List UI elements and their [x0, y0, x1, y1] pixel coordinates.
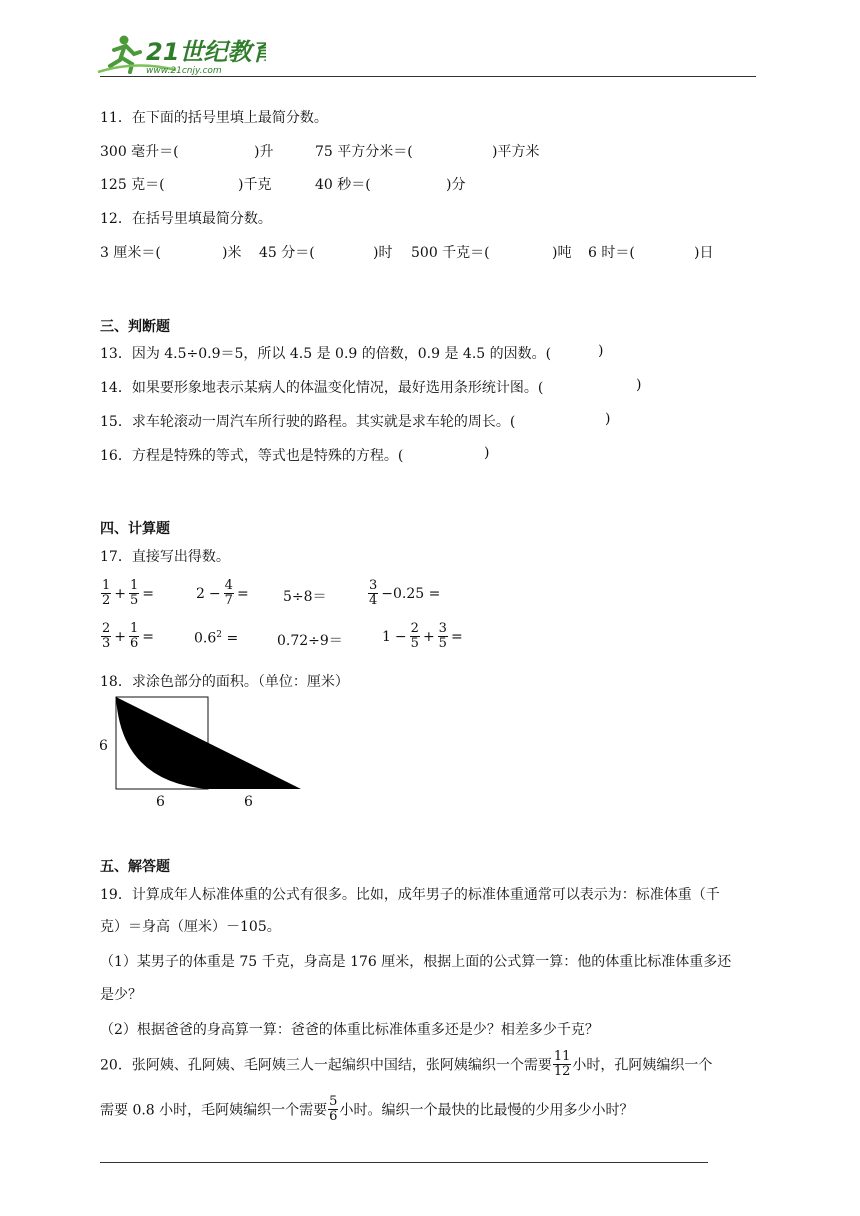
- q17-expr-7: 0.72÷9＝: [277, 633, 343, 649]
- q20-line-1: 20．张阿姨、孔阿姨、毛阿姨三人一起编织中国结，张阿姨编织一个需要 $\frac{11}{12}$ 小时，孔阿姨编织一个: [100, 1049, 713, 1079]
- q11-item-2b: )平方米: [492, 144, 540, 160]
- q18-stem: 18．求涂色部分的面积。（单位：厘米）: [100, 674, 349, 690]
- q14-text: 14．如果要形象地表示某病人的体温变化情况，最好选用条形统计图。(: [100, 380, 544, 396]
- header-divider: [100, 76, 756, 77]
- q14-close: ): [636, 377, 642, 393]
- q12-item-1a: 3 厘米＝(: [100, 245, 161, 261]
- q19-line-1: 19．计算成年人标准体重的公式有很多。比如，成年男子的标准体重通常可以表示为：标准体重（千: [100, 887, 720, 903]
- q16-text: 16．方程是特殊的等式，等式也是特殊的方程。(: [100, 448, 404, 464]
- q12-item-4b: )日: [694, 245, 714, 261]
- label-bottom-2: 6: [244, 794, 253, 810]
- q11-item-4a: 40 秒＝(: [315, 177, 371, 193]
- q11-item-3b: )千克: [238, 177, 272, 193]
- q11-item-1a: 300 毫升＝(: [100, 144, 179, 160]
- q12-item-3b: )吨: [552, 245, 572, 261]
- q12-item-4a: 6 时＝(: [588, 245, 635, 261]
- q17-expr-2: 2 − $\frac{4}{7}$ =: [196, 578, 249, 608]
- q17-expr-4: $\frac{3}{4}$ −0.25 =: [369, 578, 441, 608]
- q11-item-3a: 125 克＝(: [100, 177, 165, 193]
- q12-item-3a: 500 千克＝(: [411, 245, 490, 261]
- q17-expr-5: $\frac{2}{3}$ + $\frac{1}{6}$ =: [102, 621, 155, 651]
- q15-text: 15．求车轮滚动一周汽车所行驶的路程。其实就是求车轮的周长。(: [100, 414, 516, 430]
- q13-close: ): [598, 343, 604, 359]
- q12-item-1b: )米: [222, 245, 242, 261]
- q17-expr-6: $0.6^2$ =: [194, 630, 239, 647]
- q12-stem: 12．在括号里填最简分数。: [100, 211, 272, 227]
- section-calc-heading: 四、计算题: [100, 521, 170, 537]
- q11-item-2a: 75 平方分米＝(: [315, 144, 413, 160]
- section-judge-heading: 三、判断题: [100, 319, 170, 335]
- logo-url: www.21cnjy.com: [146, 66, 222, 76]
- q13-text: 13．因为 4.5÷0.9＝5，所以 4.5 是 0.9 的倍数，0.9 是 4.5 的因数。(: [100, 346, 552, 362]
- q17-expr-1: $\frac{1}{2}$ + $\frac{1}{5}$ =: [102, 578, 155, 608]
- q20-line-2: 需要 0.8 小时，毛阿姨编织一个需要 $\frac{5}{6}$ 小时。编织一个最快的比最慢的少用多少小时？: [100, 1094, 634, 1124]
- footer-divider: [100, 1162, 708, 1163]
- q17-stem: 17．直接写出得数。: [100, 549, 230, 565]
- q12-item-2b: )时: [373, 245, 393, 261]
- site-logo: [96, 30, 266, 78]
- q11-item-1b: )升: [254, 144, 274, 160]
- q19-part1-line-2: 是少？: [100, 987, 142, 1003]
- q15-close: ): [605, 411, 611, 427]
- q11-item-4b: )分: [446, 177, 466, 193]
- q19-part2: （2）根据爸爸的身高算一算：爸爸的体重比标准体重多还是少？相差多少千克？: [100, 1022, 599, 1038]
- q12-item-2a: 45 分＝(: [259, 245, 315, 261]
- q11-stem: 11．在下面的括号里填上最简分数。: [100, 110, 328, 126]
- q17-expr-8: 1 − $\frac{2}{5}$ + $\frac{3}{5}$ =: [382, 621, 463, 651]
- section-answer-heading: 五、解答题: [100, 859, 170, 875]
- label-left: 6: [99, 738, 108, 754]
- logo-title: 21世纪教育: [146, 38, 266, 66]
- label-bottom-1: 6: [156, 794, 165, 810]
- q16-close: ): [484, 445, 490, 461]
- q19-part1-line-1: （1）某男子的体重是 75 千克，身高是 176 厘米，根据上面的公式算一算：他的体重比标准体重多还: [100, 954, 732, 970]
- shaded-area-figure: [96, 692, 316, 812]
- q17-expr-3: 5÷8＝: [283, 589, 327, 605]
- q19-line-2: 克）＝身高（厘米）－105。: [100, 919, 281, 935]
